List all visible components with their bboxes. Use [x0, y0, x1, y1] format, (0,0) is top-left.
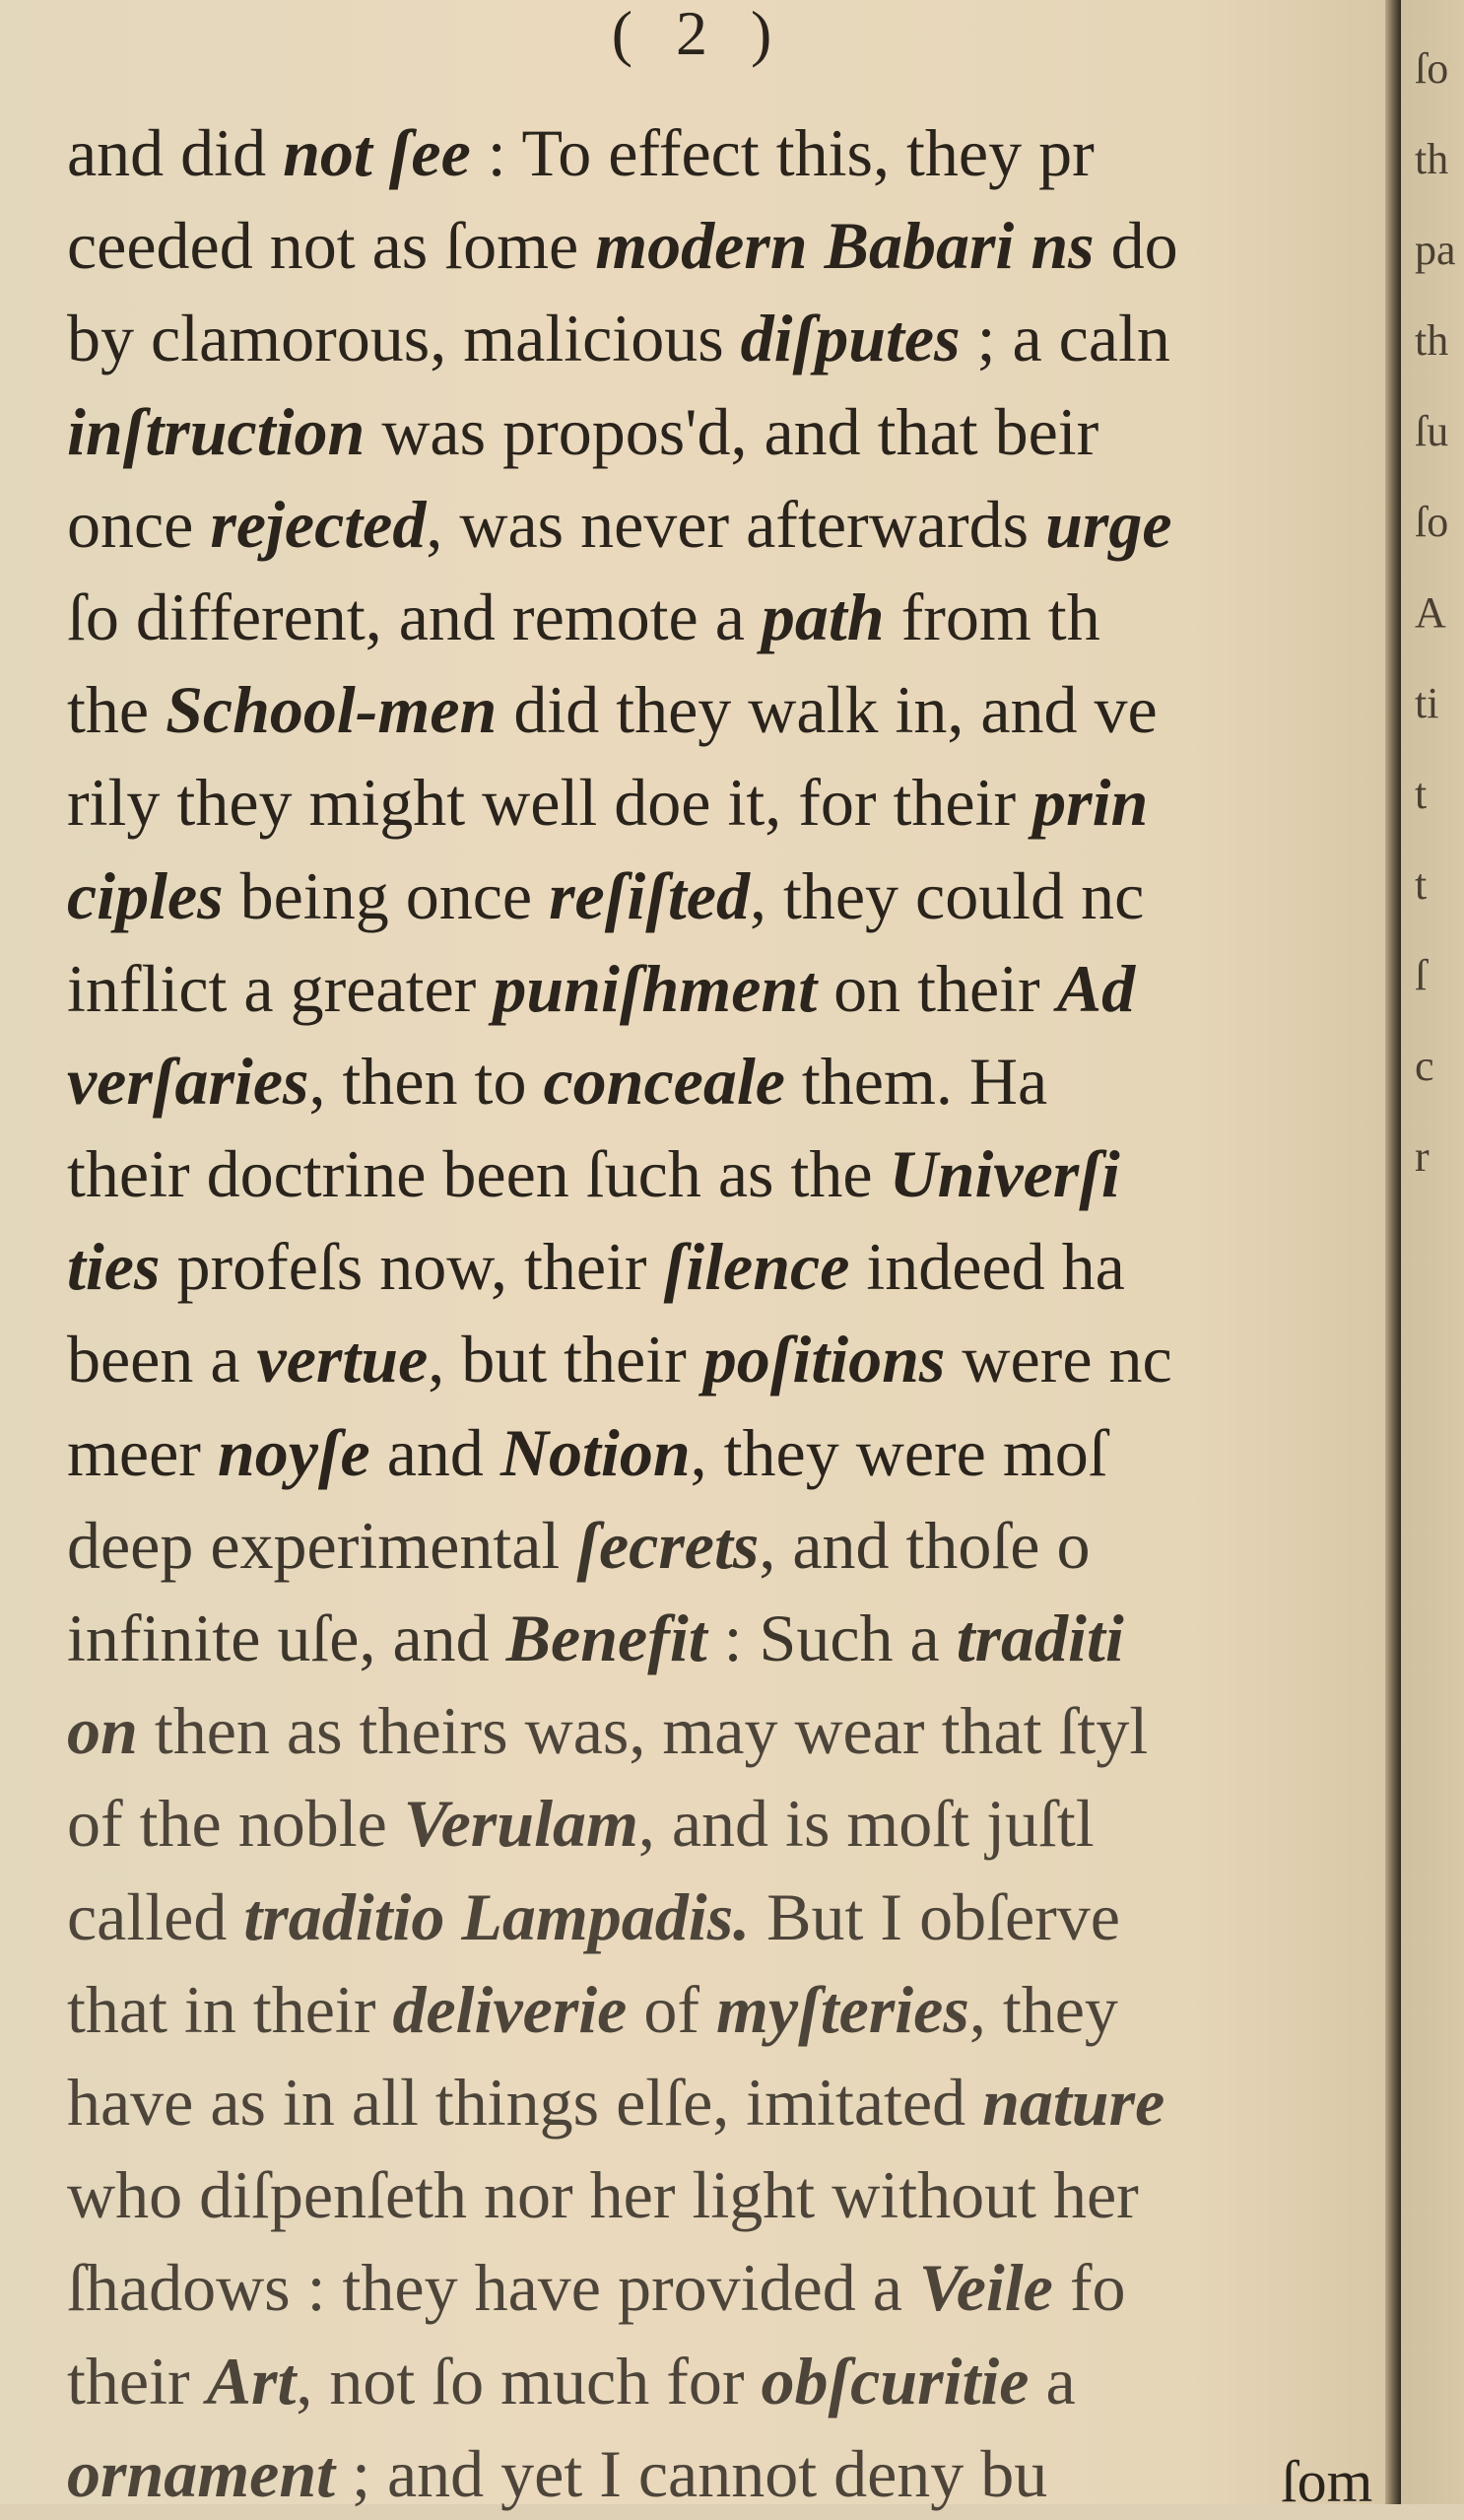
text-line: [67, 1499, 1392, 1592]
roman-text: , they: [968, 1971, 1118, 2047]
facing-page-fragment: th: [1415, 135, 1449, 183]
italic-text: conceale: [543, 1043, 785, 1119]
roman-text: then as theirs was, may wear that ſtyl: [137, 1693, 1149, 1769]
italic-text: ties: [67, 1229, 161, 1305]
text-line: [67, 2241, 1392, 2334]
text-line: [67, 1592, 1392, 1684]
text-line: [67, 850, 1392, 942]
italic-text: prin: [1032, 765, 1149, 841]
roman-text: and: [369, 1414, 500, 1490]
facing-page-fragment: A: [1415, 588, 1446, 637]
roman-text: their doctrine been ſuch as the: [67, 1136, 890, 1212]
text-line: [67, 1684, 1392, 1777]
italic-text: vertue: [256, 1322, 429, 1397]
text-line: [67, 1406, 1392, 1499]
roman-text: have as in all things elſe, imitated: [67, 2064, 983, 2140]
italic-text: Univerſi: [889, 1136, 1120, 1212]
italic-text: diſputes: [740, 301, 961, 376]
roman-text: did they walk in, and ve: [497, 672, 1158, 748]
roman-text: of: [627, 1971, 717, 2047]
roman-text: , then to: [308, 1043, 544, 1119]
roman-text: , they could nc: [749, 857, 1145, 933]
roman-text: been a: [67, 1322, 257, 1397]
italic-text: ſecrets: [576, 1507, 760, 1583]
facing-page-fragment: ſu: [1415, 407, 1449, 455]
text-line: [67, 385, 1392, 478]
text-line: [67, 571, 1392, 663]
roman-text: , but their: [428, 1322, 703, 1397]
italic-text: reſiſted: [549, 857, 750, 933]
roman-text: from th: [884, 579, 1100, 654]
body-text: [67, 106, 1392, 2520]
roman-text: : To effect this, they pr: [470, 115, 1095, 190]
italic-text: traditio Lampadis.: [243, 1878, 751, 1954]
roman-text: that in their: [67, 1971, 393, 2047]
roman-text: ſhadows : they have provided a: [67, 2250, 919, 2326]
text-line: [67, 2148, 1392, 2241]
italic-text: path: [761, 579, 885, 654]
roman-text: But I obſerve: [750, 1878, 1120, 1954]
italic-text: inſtruction: [67, 393, 366, 469]
roman-text: and did: [67, 115, 284, 190]
roman-text: called: [67, 1878, 244, 1954]
text-line: [67, 942, 1392, 1035]
roman-text: the: [67, 672, 166, 748]
italic-text: myſteries: [716, 1971, 969, 2047]
book-gutter: [1385, 0, 1401, 2504]
roman-text: [1014, 208, 1031, 283]
running-head-page-number: ( 2 ): [611, 0, 786, 68]
text-line: [67, 663, 1392, 756]
roman-text: their: [67, 2343, 207, 2418]
italic-text: deliverie: [392, 1971, 628, 2047]
facing-page-edge: [1401, 0, 1464, 2504]
italic-text: traditi: [956, 1601, 1124, 1675]
roman-text: once: [67, 486, 211, 562]
roman-text: ceeded not as ſome: [67, 208, 596, 284]
italic-text: on: [67, 1693, 138, 1769]
italic-text: poſitions: [702, 1322, 946, 1397]
roman-text: profeſs now, their: [160, 1229, 664, 1305]
facing-page-fragment: ſo: [1415, 498, 1449, 546]
roman-text: inflict a greater: [67, 950, 494, 1026]
roman-text: meer: [67, 1414, 218, 1490]
italic-text: Notion: [499, 1414, 691, 1490]
roman-text: were nc: [945, 1322, 1172, 1397]
facing-page-fragment: t: [1415, 770, 1428, 818]
text-line: [67, 756, 1392, 849]
text-line: [67, 199, 1392, 292]
facing-page-fragment: ſo: [1415, 44, 1449, 93]
text-line: [67, 2335, 1392, 2427]
italic-text: verſaries: [67, 1043, 309, 1119]
facing-page-fragment: t: [1415, 860, 1428, 909]
facing-page-fragment: th: [1415, 316, 1449, 365]
facing-page-fragment: pa: [1415, 226, 1456, 274]
italic-text: Art: [206, 2343, 297, 2418]
roman-text: : Such a: [706, 1601, 957, 1675]
text-line: [67, 1963, 1392, 2056]
roman-text: , not ſo much for: [296, 2343, 762, 2418]
italic-text: School-men: [166, 672, 498, 748]
italic-text: urge: [1045, 486, 1172, 562]
roman-text: rily they might well doe it, for their: [67, 765, 1033, 841]
italic-text: ns: [1031, 208, 1095, 284]
roman-text: , and is moſt juſtl: [637, 1786, 1095, 1862]
roman-text: do: [1094, 208, 1178, 284]
facing-page-fragment: r: [1415, 1132, 1430, 1181]
roman-text: ſo different, and remote a: [67, 579, 762, 654]
roman-text: , was never afterwards: [426, 486, 1046, 562]
roman-text: ; a caln: [960, 301, 1170, 376]
roman-text: , and thoſe o: [759, 1507, 1091, 1583]
roman-text: indeed ha: [849, 1229, 1125, 1305]
italic-text: puniſhment: [493, 950, 818, 1026]
text-line: [67, 478, 1392, 571]
italic-text: obſcuritie: [761, 2343, 1030, 2418]
italic-text: Verulam: [403, 1786, 638, 1862]
italic-text: rejected: [210, 486, 427, 562]
roman-text: by clamorous, malicious: [67, 301, 741, 376]
text-line: [67, 1127, 1392, 1220]
text-line: [67, 2427, 1392, 2520]
italic-text: Veile: [918, 2250, 1053, 2326]
roman-text: deep experimental: [67, 1507, 577, 1583]
text-line: [67, 1220, 1392, 1313]
italic-text: ornament: [67, 2435, 336, 2511]
italic-text: noyſe: [217, 1414, 370, 1490]
facing-page-fragment: ti: [1415, 679, 1439, 727]
roman-text: , they were moſ: [690, 1414, 1107, 1490]
text-line: [67, 1777, 1392, 1870]
text-line: [67, 1313, 1392, 1405]
roman-text: was propos'd, and that beir: [365, 393, 1099, 469]
roman-text: ; and yet I cannot deny bu: [335, 2435, 1048, 2511]
text-line: [67, 2056, 1392, 2148]
roman-text: infinite uſe, and: [67, 1601, 506, 1675]
text-line: [67, 1871, 1392, 1963]
italic-text: not ſee: [283, 115, 471, 190]
italic-text: modern Babari: [595, 208, 1015, 284]
italic-text: nature: [982, 2064, 1165, 2140]
text-line: [67, 292, 1392, 384]
facing-page-fragment: c: [1415, 1042, 1434, 1090]
text-line: [67, 106, 1392, 199]
roman-text: fo: [1052, 2250, 1126, 2326]
italic-text: Benefit: [505, 1601, 707, 1675]
roman-text: a: [1029, 2343, 1076, 2418]
text-line: [67, 1035, 1392, 1127]
roman-text: being once: [223, 857, 550, 933]
italic-text: ſilence: [663, 1229, 850, 1305]
roman-text: of the noble: [67, 1786, 404, 1862]
italic-text: Ad: [1056, 950, 1136, 1026]
facing-page-fragment: ſ: [1415, 951, 1428, 999]
roman-text: them. Ha: [784, 1043, 1048, 1119]
catchword: ſom: [1281, 2449, 1373, 2514]
roman-text: who diſpenſeth nor her light without her: [67, 2157, 1139, 2233]
italic-text: ciples: [67, 857, 224, 933]
roman-text: on their: [817, 950, 1057, 1026]
